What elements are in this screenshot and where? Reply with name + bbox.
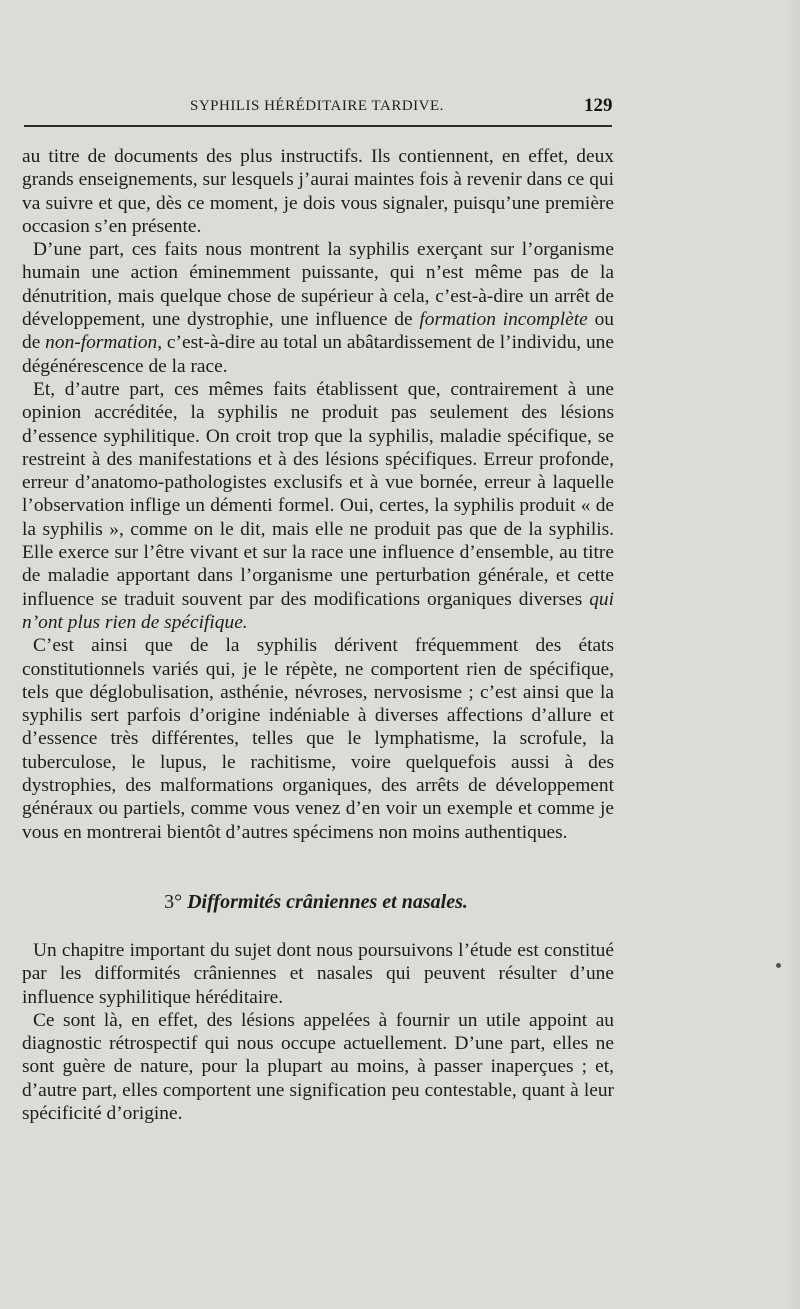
italic-phrase-specifique: qui n’ont plus rien de spécifique. xyxy=(22,588,614,633)
page-number: 129 xyxy=(584,95,613,116)
header-rule xyxy=(24,125,612,127)
paragraph-text: au titre de documents des plus instructifs. Ils contiennent, en effet, deux grands enseignements, sur lesquels j’aurai maintes fois à revenir dans ce qui va suivre et que, dès ce moment, je dois vous signaler, puisqu’une première occasion s’en présente. xyxy=(22,146,614,237)
page-header xyxy=(0,94,800,118)
paragraph-text: Et, d’autre part, ces mêmes faits établissent que, contrairement à une opinion accréditée, la syphilis ne produit pas seulement des lésions d’essence syphilitique. On croit trop que la syphilis, maladie spécifique, se restreint à des manifestations et à des lésions spécifiques. Erreur profonde, erreur d’anatomo-pathologistes exclusifs et à vue bornée, erreur à laquelle l’observation inflige un démenti formel. Oui, certes, la syphilis produit « de la syphilis », comme on le dit, mais elle ne produit pas que de la syphilis. Elle exerce sur l’être vivant et sur la race une influence d’ensemble, au titre de maladie apportant dans l’organisme une perturbation générale, et cette influence se traduit souvent par des modifications organiques diverses xyxy=(22,378,614,610)
section-heading xyxy=(22,890,614,914)
page-body xyxy=(22,145,614,1125)
paragraph-4 xyxy=(22,634,614,844)
paragraph-text: Un chapitre important du sujet dont nous poursuivons l’étude est constitué par les difformités crâniennes et nasales qui peuvent résulter d’une influence syphilitique héréditaire. xyxy=(22,939,614,1008)
section-number: 3° xyxy=(164,890,183,913)
running-title: SYPHILIS HÉRÉDITAIRE TARDIVE. xyxy=(190,98,444,114)
paragraph-text: c’est-à-dire au total un abâtardissement de l’individu, une dégénérescence de la race. xyxy=(22,332,614,377)
paragraph-text: ou de xyxy=(22,309,614,354)
ink-speck xyxy=(776,963,781,968)
paragraph-2 xyxy=(22,238,614,378)
paragraph-text: C’est ainsi que de la syphilis dérivent fréquemment des états constitutionnels variés qui, je le répète, ne comportent rien de spécifique, tels que déglobulisation, asthénie, névroses, nervosisme ; c’est ainsi que la syphilis sert parfois d’origine indéniable à diverses affections d’allure et d’essence très différentes, telles que le lymphatisme, la scrofule, la tuberculose, le lupus, le rachitisme, voire quelquefois aussi à des dystrophies, des malformations organiques, des arrêts de développement généraux ou partiels, comme vous venez d’en voir un exemple et comme je vous en montrerai bientôt d’autres spécimens non moins authentiques. xyxy=(22,635,614,843)
page-edge-shadow xyxy=(786,0,800,1309)
paragraph-3 xyxy=(22,378,614,634)
paragraph-1 xyxy=(22,145,614,238)
paragraph-text: D’une part, ces faits nous montrent la syphilis exerçant sur l’organisme humain une action éminemment puissante, qui n’est même pas de la dénutrition, mais quelque chose de supérieur à cela, c’est-à-dire un arrêt de développement, une dystrophie, une influence de xyxy=(22,239,614,331)
italic-term-formation: formation incomplète xyxy=(419,309,588,331)
paragraph-text: Ce sont là, en effet, des lésions appelées à fournir un utile appoint au diagnostic rétrospectif qui nous occupe actuellement. D’une part, elles ne sont guère de nature, pour la plupart au moins, à passer inaperçues ; et, d’autre part, elles comportent une signification peu contestable, quant à leur spécificité d’origine. xyxy=(22,1009,614,1124)
paragraph-6 xyxy=(22,1009,614,1125)
section-title: Difformités crâniennes et nasales. xyxy=(187,890,468,913)
paragraph-5 xyxy=(22,939,614,1009)
italic-term-non-formation: non-formation, xyxy=(45,332,163,354)
